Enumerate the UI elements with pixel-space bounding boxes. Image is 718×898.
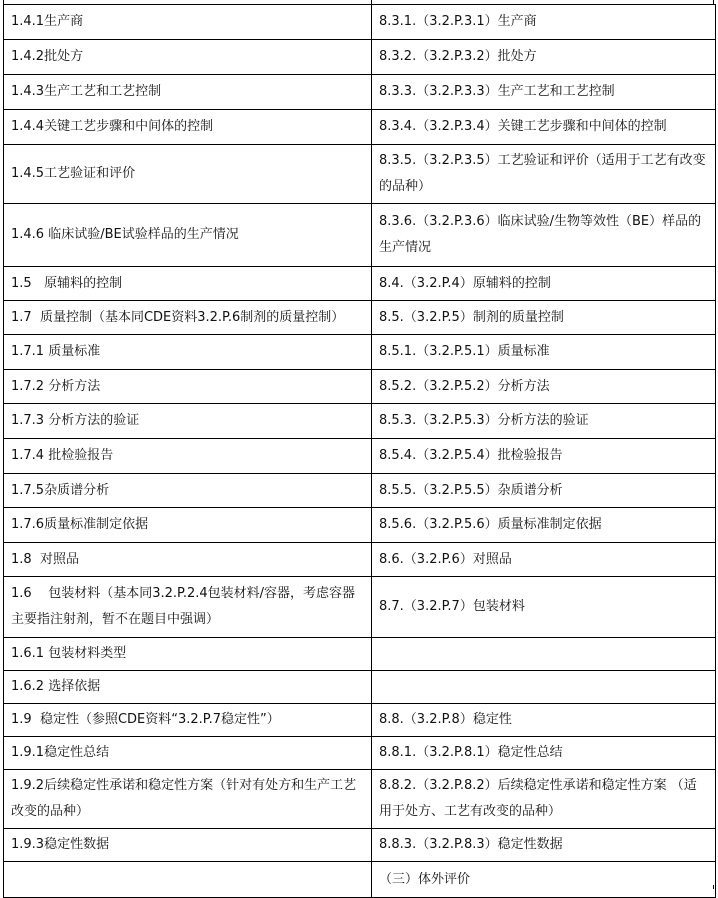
cell-left: 1.9.2后续稳定性承诺和稳定性方案（针对有处方和生产工艺改变的品种） (4, 770, 372, 829)
cell-left: 1.4.2批处方 (4, 40, 372, 75)
cell-right: 8.5.2.（3.2.P.5.2）分析方法 (372, 370, 716, 404)
table-row (4, 770, 716, 829)
table-row (4, 508, 716, 543)
table-row (4, 204, 716, 267)
table-row (4, 335, 716, 370)
table-row (4, 474, 716, 508)
cell-right: 8.5.1.（3.2.P.5.1）质量标准 (372, 335, 716, 370)
cell-right: 8.3.2.（3.2.P.3.2）批处方 (372, 40, 716, 75)
cell-right: （三）体外评价 (372, 862, 716, 898)
cell-left: 1.4.3生产工艺和工艺控制 (4, 75, 372, 110)
cell-right: 8.5.5.（3.2.P.5.5）杂质谱分析 (372, 474, 716, 508)
table-row (4, 737, 716, 770)
cell-right (372, 638, 716, 671)
cell-left: 1.7.6质量标准制定依据 (4, 508, 372, 543)
table-row (4, 5, 716, 40)
table-row (4, 862, 716, 898)
cell-right: 8.5.（3.2.P.5）制剂的质量控制 (372, 301, 716, 335)
table-row (4, 301, 716, 335)
cell-right: 8.5.4.（3.2.P.5.4）批检验报告 (372, 439, 716, 474)
cell-right: 8.6.（3.2.P.6）对照品 (372, 543, 716, 577)
cell-right: 8.3.4.（3.2.P.3.4）关键工艺步骤和中间体的控制 (372, 110, 716, 145)
cell-left: 1.7.2 分析方法 (4, 370, 372, 404)
cell-left: 1.9.1稳定性总结 (4, 737, 372, 770)
cell-left: 1.4.5工艺验证和评价 (4, 145, 372, 204)
cell-right: 8.3.3.（3.2.P.3.3）生产工艺和工艺控制 (372, 75, 716, 110)
cell-left: 1.4.4关键工艺步骤和中间体的控制 (4, 110, 372, 145)
cell-right (372, 671, 716, 704)
cell-left: 1.7 质量控制（基本同CDE资料3.2.P.6制剂的质量控制） (4, 301, 372, 335)
cell-left: 1.5 原辅料的控制 (4, 267, 372, 301)
table-row (4, 704, 716, 737)
table-row (4, 671, 716, 704)
cell-left: 1.9 稳定性（参照CDE资料“3.2.P.7稳定性”） (4, 704, 372, 737)
cell-left: 1.6.2 选择依据 (4, 671, 372, 704)
table-row (4, 370, 716, 404)
cell-left: 1.4.1生产商 (4, 5, 372, 40)
cell-right: 8.3.1.（3.2.P.3.1）生产商 (372, 5, 716, 40)
cell-left: 1.4.6 临床试验/BE试验样品的生产情况 (4, 204, 372, 267)
cell-left: 1.8 对照品 (4, 543, 372, 577)
cell-right: 8.4.（3.2.P.4）原辅料的控制 (372, 267, 716, 301)
table-row (4, 638, 716, 671)
cell-right: 8.5.3.（3.2.P.5.3）分析方法的验证 (372, 404, 716, 439)
table-row (4, 439, 716, 474)
document-page (3, 4, 715, 898)
table-row (4, 145, 716, 204)
table-row (4, 829, 716, 862)
table-row (4, 404, 716, 439)
table-row (4, 267, 716, 301)
cell-left (4, 862, 372, 898)
cell-right: 8.8.（3.2.P.8）稳定性 (372, 704, 716, 737)
cell-left: 1.7.4 批检验报告 (4, 439, 372, 474)
cell-right: 8.3.5.（3.2.P.3.5）工艺验证和评价（适用于工艺有改变的品种） (372, 145, 716, 204)
cell-right: 8.5.6.（3.2.P.5.6）质量标准制定依据 (372, 508, 716, 543)
cell-left: 1.7.5杂质谱分析 (4, 474, 372, 508)
table-row (4, 577, 716, 638)
cell-right: 8.8.2.（3.2.P.8.2）后续稳定性承诺和稳定性方案 （适用于处方、工艺有改变的品种） (372, 770, 716, 829)
table-row (4, 543, 716, 577)
cell-left: 1.6.1 包装材料类型 (4, 638, 372, 671)
cell-right: 8.8.3.（3.2.P.8.3）稳定性数据 (372, 829, 716, 862)
cell-left: 1.7.1 质量标准 (4, 335, 372, 370)
cell-right: 8.3.6.（3.2.P.3.6）临床试验/生物等效性（BE）样品的生产情况 (372, 204, 716, 267)
ctd-comparison-table (3, 4, 716, 898)
cell-left: 1.6 包装材料（基本同3.2.P.2.4包装材料/容器，考虑容器主要指注射剂，暂不在题目中强调） (4, 577, 372, 638)
cell-left: 1.7.3 分析方法的验证 (4, 404, 372, 439)
table-row (4, 40, 716, 75)
cell-right: 8.8.1.（3.2.P.8.1）稳定性总结 (372, 737, 716, 770)
table-row (4, 75, 716, 110)
cell-right: 8.7.（3.2.P.7）包装材料 (372, 577, 716, 638)
cell-left: 1.9.3稳定性数据 (4, 829, 372, 862)
table-row (4, 110, 716, 145)
